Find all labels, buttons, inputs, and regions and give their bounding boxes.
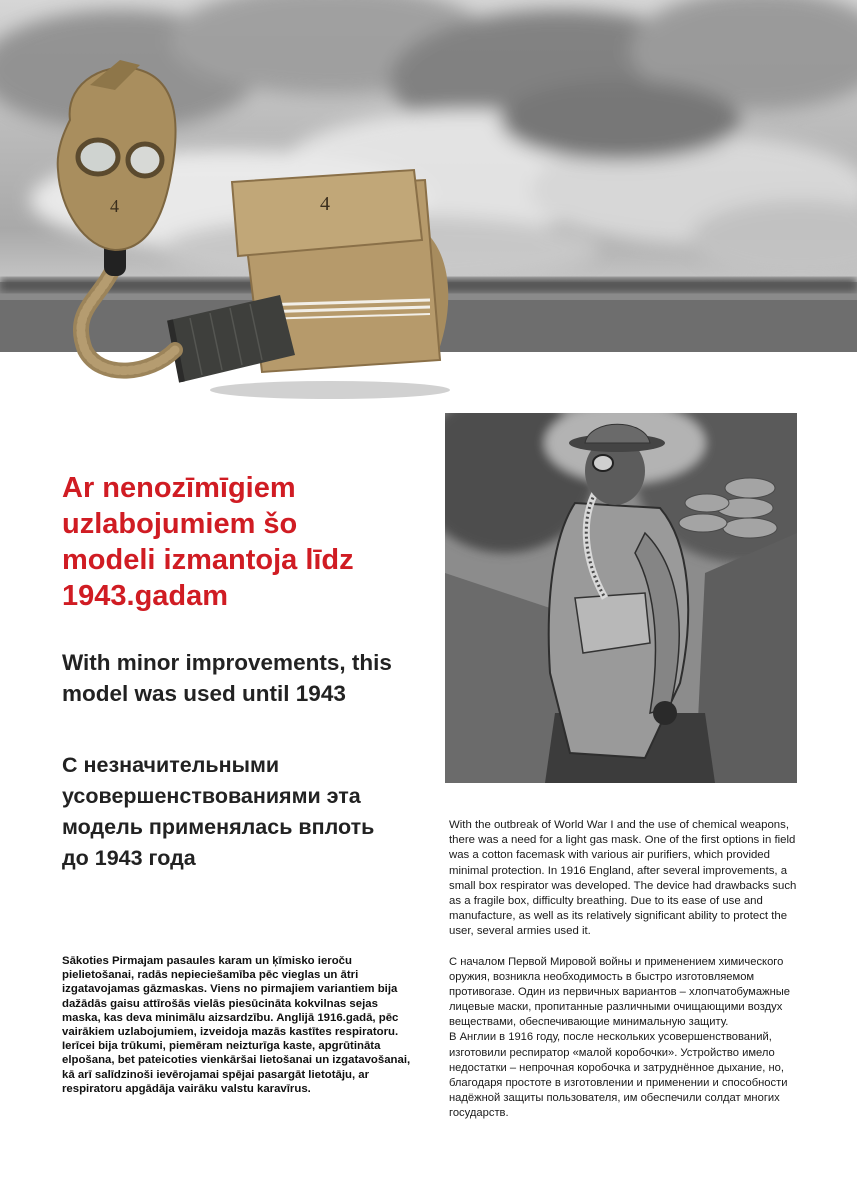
soldier-photo-illustration [445,413,797,783]
heading-latvian: Ar nenozīmīgiem uzlabojumiem šo modeli izmantoja līdz 1943.gadam [62,472,354,612]
body-latvian: Sākoties Pirmajam pasaules karam un ķīmisko ieroču pielietošanai, radās nepieciešamība pēc vieglas un ātri izgatavojamas gāzmaskas. Viens no pirmajiem variantiem bija dažādās gaisu attīrošās vielās piesūcināta kokvilnas sejas maska, kas deva minimālu aizsardzību. Anglijā 1916.gadā, pēc vairākiem uzlabojumiem, izveidoja mazās kastītes respiratoru. Ierīcei bija trūkumi, piemēram neizturīga kaste, apgrūtināta elpošana, bet pateicoties vienkāršai lietošanai un izgatavošanai, kā arī salīdzinoši ievērojamai spējai pasargāt lietotāju, ar respiratoru apgādāja vairāku valstu karavīrus. [62,955,411,1095]
body-russian [449,955,801,1121]
body-english: With the outbreak of World War I and the use of chemical weapons, there was a need for a light gas mask. One of the first options in field was a cotton facemask with various air purifiers, which provided minimal protection. In 1916 England, after several improvements, a small box respirator was developed. The device had drawbacks such as a fragile box, difficulty breathing. Due to its ease of use and manufacture, as well as its relatively significant ability to protect the user, several armies used it. [449,819,797,938]
bag-number-label: 4 [320,193,330,215]
gas-mask-product-image [30,60,500,405]
heading-english: With minor improvements, this model was used until 1943 [62,650,392,706]
body-russian-paragraph-1: С началом Первой Мировой войны и применением химического оружия, возникла необходимость в быстро изготовляемом противогазе. Один из первичных вариантов – хлопчатобумажные лицевые маски, пропитанные различными очищающими воздух веществами, обеспечивающие минимальную защиту. [449,956,791,1029]
soldier-trench-photo [445,413,797,783]
gas-mask-and-bag-illustration [30,60,500,405]
mask-number-label: 4 [110,196,119,216]
body-russian-paragraph-2: В Англии в 1916 году, после нескольких усовершенствований, изготовили респиратор «малой коробочки». Устройство имело недостатки – непрочная коробочка и затруднённое дыхание, но, благодаря простоте в изготовлении и применении и способности надёжной защиты пользователя, им обеспечили солдат многих государств. [449,1031,788,1119]
heading-russian: С незначительными усовершенствованиями эта модель применялась вплоть до 1943 года [62,753,375,870]
